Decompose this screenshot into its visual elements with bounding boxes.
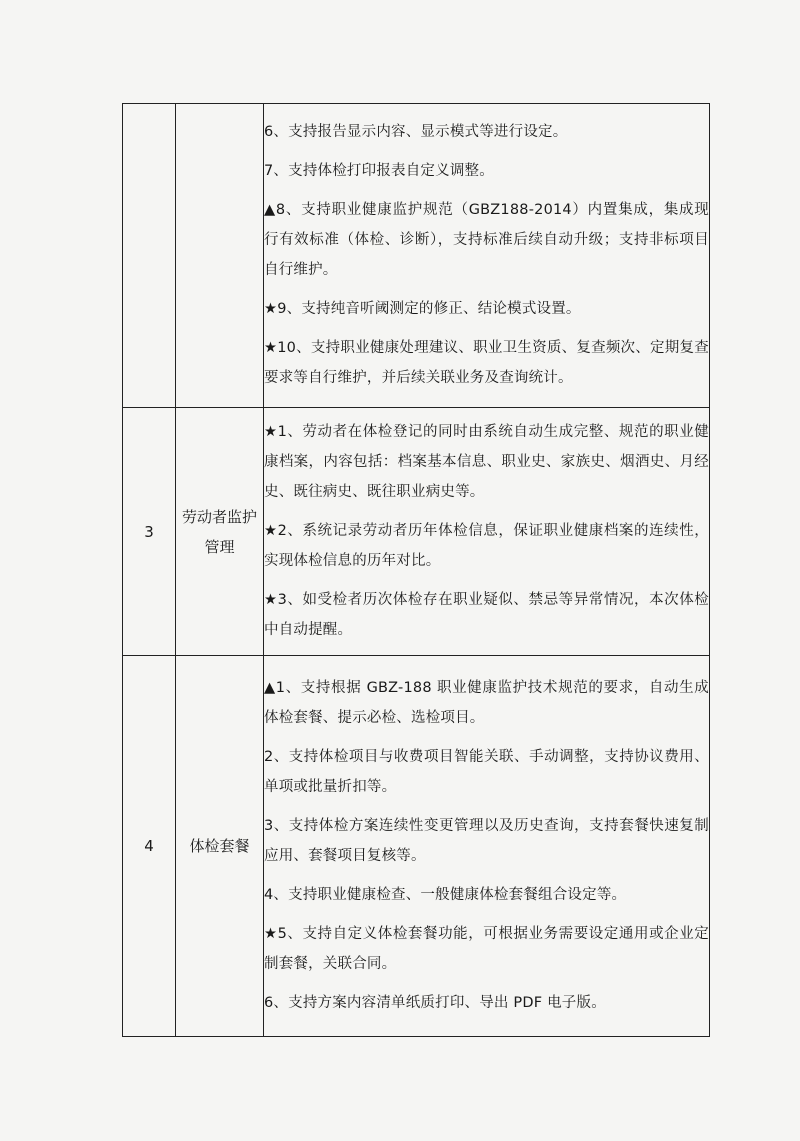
requirement-item: ★1、劳动者在体检登记的同时由系统自动生成完整、规范的职业健康档案，内容包括：档案基本信息、职业史、家族史、烟酒史、月经史、既往病史、既往职业病史等。 [264,423,709,500]
requirement-item: 4、支持职业健康检查、一般健康体检套餐组合设定等。 [264,886,627,903]
requirement-item: 3、支持体检方案连续性变更管理以及历史查询，支持套餐快速复制应用、套餐项目复核等。 [264,817,709,864]
requirements-cell [264,656,710,1037]
module-name-cell: 劳动者监护管理 [176,408,264,656]
requirement-item: 6、支持方案内容清单纸质打印、导出 PDF 电子版。 [264,994,606,1011]
requirement-item: 2、支持体检项目与收费项目智能关联、手动调整，支持协议费用、单项或批量折扣等。 [264,748,709,795]
table-row [123,408,710,656]
requirements-cell [264,408,710,656]
requirement-item: ★5、支持自定义体检套餐功能，可根据业务需要设定通用或企业定制套餐，关联合同。 [264,925,709,972]
module-name-cell: 体检套餐 [176,656,264,1037]
requirement-item: ★2、系统记录劳动者历年体检信息，保证职业健康档案的连续性，实现体检信息的历年对比。 [264,522,709,569]
table-row [123,104,710,408]
requirement-item: 7、支持体检打印报表自定义调整。 [264,162,494,179]
requirement-item: ★3、如受检者历次体检存在职业疑似、禁忌等异常情况，本次体检中自动提醒。 [264,591,709,638]
requirement-item: 6、支持报告显示内容、显示模式等进行设定。 [264,123,568,140]
row-number-cell: 3 [123,408,176,656]
row-number-cell: 4 [123,656,176,1037]
module-name-cell [176,104,264,408]
row-number-cell [123,104,176,408]
requirements-cell [264,104,710,408]
requirements-table [122,103,710,1037]
requirement-item: ★10、支持职业健康处理建议、职业卫生资质、复查频次、定期复查要求等自行维护，并后续关联业务及查询统计。 [264,339,709,386]
requirement-item: ▲8、支持职业健康监护规范（GBZ188-2014）内置集成，集成现行有效标准（体检、诊断），支持标准后续自动升级；支持非标项目自行维护。 [264,201,709,278]
requirement-item: ★9、支持纯音听阈测定的修正、结论模式设置。 [264,300,581,317]
requirement-item: ▲1、支持根据 GBZ-188 职业健康监护技术规范的要求，自动生成体检套餐、提示必检、选检项目。 [264,679,709,726]
table-row [123,656,710,1037]
